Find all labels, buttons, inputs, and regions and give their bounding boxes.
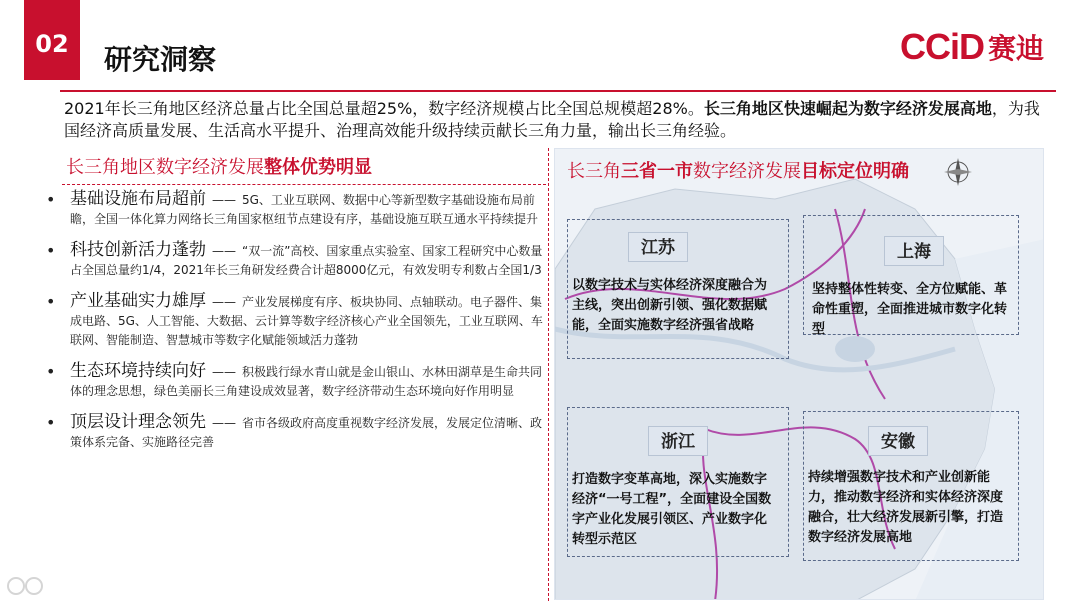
- advantage-title: 科技创新活力蓬勃: [70, 240, 206, 260]
- summary-highlight: 长三角地区快速崛起为数字经济发展高地: [703, 99, 992, 118]
- region-desc-zhejiang: 打造数字变革高地，深入实施数字经济“一号工程”，全面建设全国数字产业化发展引领区、产业数字化转型示范区: [572, 472, 772, 547]
- advantage-text: 积极践行绿水青山就是金山银山、水林田湖草是生命共同体的理念思想，绿色美丽长三角建设成效显著，数字经济带动生态环境向好作用明显: [70, 365, 543, 398]
- advantage-title: 基础设施布局超前: [70, 189, 206, 209]
- map-heading: [567, 157, 909, 183]
- advantages-panel: [46, 152, 546, 607]
- advantage-item-innovation: [46, 241, 546, 280]
- advantage-item-infrastructure: [46, 190, 546, 229]
- region-box-zhejiang: [567, 407, 789, 557]
- page-title: 研究洞察: [104, 43, 217, 76]
- summary-text-after: ，为我国经济高质量发展、生活高水平提升、治理高效能升级持续贡献长三角力量，输出长三角经验。: [64, 99, 1040, 140]
- advantages-heading: [46, 152, 546, 184]
- advantage-title: 产业基础实力雄厚: [70, 291, 206, 311]
- watermark-icon: [6, 572, 46, 600]
- map-heading-highlight-1: 三省一市: [621, 161, 693, 182]
- section-number: 02: [35, 30, 69, 58]
- advantage-item-policy: [46, 413, 546, 452]
- logo-latin: CCiD: [899, 26, 984, 67]
- region-desc-jiangsu: 以数字技术与实体经济深度融合为主线，突出创新引领、强化数据赋能，全面实施数字经济强省战略: [572, 278, 768, 333]
- region-desc-shanghai: 坚持整体性转变、全方位赋能、革命性重塑，全面推进城市数字化转型: [812, 282, 1008, 337]
- header-divider: [60, 90, 1056, 92]
- region-desc-anhui: 持续增强数字技术和产业创新能力，推动数字经济和实体经济深度融合，壮大经济发展新引擎，打造数字经济发展高地: [808, 470, 1004, 545]
- advantage-dash: ——: [212, 416, 236, 430]
- region-box-anhui: [803, 411, 1019, 561]
- region-title-zhejiang: 浙江: [648, 426, 708, 456]
- advantage-text: 5G、工业互联网、数据中心等新型数字基础设施布局前瞻，全国一体化算力网络长三角国家枢纽节点建设有序，基础设施互联互通水平持续提升: [70, 193, 539, 226]
- summary-text-before: 2021年长三角地区经济总量占比全国总量超25%，数字经济规模占比全国总规模超28%。: [64, 99, 704, 118]
- summary-paragraph: [64, 98, 1040, 142]
- section-badge: [24, 0, 80, 80]
- advantage-item-industry: [46, 292, 546, 350]
- advantages-heading-underline: [62, 184, 546, 185]
- advantage-text: 产业发展梯度有序、板块协同、点轴联动。电子器件、集成电路、5G、人工智能、大数据、云计算等数字经济核心产业全国领先，工业互联网、车联网、智能制造、智慧城市等数字化赋能领域活力蓬勃: [70, 295, 543, 347]
- advantage-dash: ——: [212, 295, 236, 309]
- advantages-heading-prefix: 长三角地区数字经济发展: [66, 157, 264, 178]
- map-heading-prefix: 长三角: [567, 161, 621, 182]
- compass-icon: [943, 157, 973, 187]
- ccid-logo: [900, 26, 1044, 68]
- logo-cn: 赛迪: [987, 32, 1044, 65]
- advantage-text: “双一流”高校、国家重点实验室、国家工程研究中心数量占全国总量约1/4，2021年长三角研发经费合计超8000亿元，有效发明专利数占全国1/3: [70, 244, 543, 277]
- advantage-dash: ——: [212, 193, 236, 207]
- advantages-list: [46, 190, 546, 452]
- advantage-dash: ——: [212, 244, 236, 258]
- panel-divider: [548, 148, 549, 601]
- advantage-item-ecology: [46, 362, 546, 401]
- advantage-title: 顶层设计理念领先: [70, 412, 206, 432]
- advantage-text: 省市各级政府高度重视数字经济发展，发展定位清晰、政策体系完备、实施路径完善: [70, 416, 543, 449]
- map-heading-highlight-2: 目标定位明确: [801, 161, 909, 182]
- map-heading-middle: 数字经济发展: [693, 161, 801, 182]
- region-title-jiangsu: 江苏: [628, 232, 688, 262]
- region-box-shanghai: [803, 215, 1019, 335]
- advantage-title: 生态环境持续向好: [70, 361, 206, 381]
- advantages-heading-highlight: 整体优势明显: [264, 157, 372, 178]
- region-title-shanghai: 上海: [884, 236, 944, 266]
- yrd-map-panel: [554, 148, 1044, 600]
- advantage-dash: ——: [212, 365, 236, 379]
- region-box-jiangsu: [567, 219, 789, 359]
- region-title-anhui: 安徽: [868, 426, 928, 456]
